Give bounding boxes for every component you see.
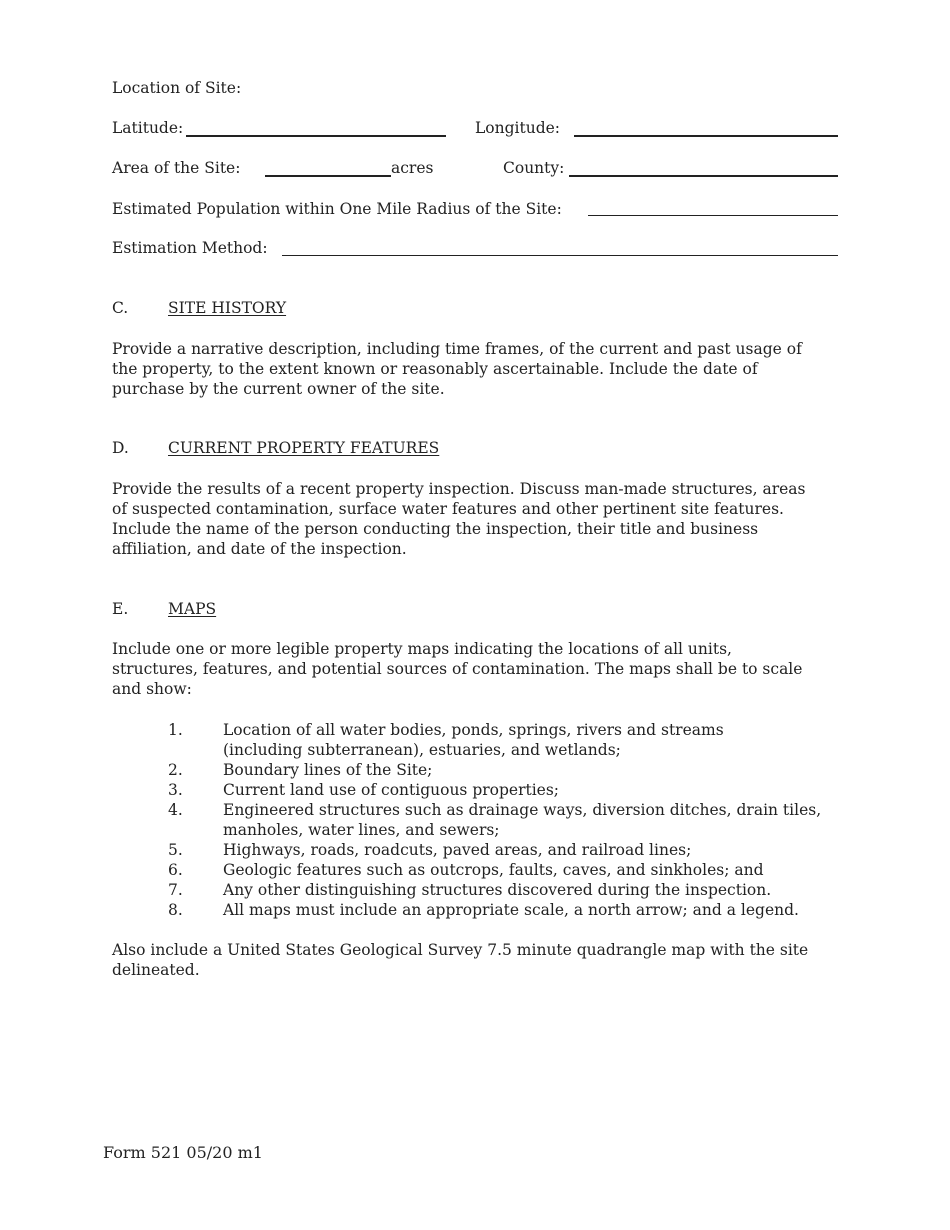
area-label: Area of the Site: (112, 159, 241, 177)
list-item-number: 2. (168, 761, 183, 779)
population-label: Estimated Population within One Mile Radius of the Site: (112, 200, 562, 218)
area-field[interactable] (265, 175, 391, 177)
section-d-text: Provide the results of a recent property inspection. Discuss man-made structures, areas of suspected contamination, surface water features and other pertinent site features. Include the name of the person conducting the inspection, their title and business affiliation, and date of the inspection. (112, 480, 806, 558)
section-c-text: Provide a narrative description, including time frames, of the current and past usage of the property, to the extent known or reasonably ascertainable. Include the date of purchase by the current owner of the site. (112, 340, 802, 398)
section-c-title: SITE HISTORY (168, 299, 287, 317)
list-item-text: Any other distinguishing structures discovered during the inspection. (223, 881, 772, 899)
longitude-field[interactable] (574, 135, 838, 137)
list-item (168, 900, 848, 920)
list-item (168, 760, 848, 780)
maps-requirements-list (168, 720, 848, 920)
county-field[interactable] (569, 175, 838, 177)
list-item-text: Boundary lines of the Site; (223, 761, 433, 779)
longitude-label: Longitude: (475, 119, 561, 137)
section-d-letter: D. (112, 439, 129, 457)
population-field[interactable] (588, 215, 838, 216)
form-number-footer: Form 521 05/20 m1 (103, 1143, 263, 1162)
section-d-title: CURRENT PROPERTY FEATURES (168, 439, 440, 457)
list-item (168, 720, 848, 760)
list-item-number: 4. (168, 801, 183, 819)
list-item-number: 8. (168, 901, 183, 919)
list-item-number: 7. (168, 881, 183, 899)
maps-closing-text: Also include a United States Geological Survey 7.5 minute quadrangle map with the site delineated. (112, 941, 809, 979)
list-item-text: Current land use of contiguous properties; (223, 781, 560, 799)
list-item (168, 780, 848, 800)
list-item-text: Highways, roads, roadcuts, paved areas, and railroad lines; (223, 841, 692, 859)
list-item (168, 880, 848, 900)
estimation-method-field[interactable] (282, 255, 838, 256)
latitude-label: Latitude: (112, 119, 184, 137)
list-item (168, 840, 848, 860)
area-unit: acres (391, 159, 434, 177)
list-item-text: Geologic features such as outcrops, faults, caves, and sinkholes; and (223, 861, 764, 879)
section-e-letter: E. (112, 600, 129, 618)
latitude-field[interactable] (186, 135, 446, 137)
list-item-text: All maps must include an appropriate scale, a north arrow; and a legend. (223, 901, 799, 919)
list-item-number: 3. (168, 781, 183, 799)
list-item-number: 5. (168, 841, 183, 859)
list-item-number: 1. (168, 721, 183, 739)
list-item (168, 800, 848, 840)
county-label: County: (503, 159, 565, 177)
list-item-text: Location of all water bodies, ponds, springs, rivers and streams (including subterranean), estuaries, and wetlands; (223, 721, 724, 759)
estimation-method-label: Estimation Method: (112, 239, 268, 257)
location-of-site-label: Location of Site: (112, 79, 242, 97)
section-e-text: Include one or more legible property maps indicating the locations of all units, structures, features, and potential sources of contamination. The maps shall be to scale and show: (112, 640, 803, 698)
list-item (168, 860, 848, 880)
list-item-text: Engineered structures such as drainage ways, diversion ditches, drain tiles, manholes, water lines, and sewers; (223, 801, 822, 839)
section-c-letter: C. (112, 299, 129, 317)
list-item-number: 6. (168, 861, 183, 879)
section-e-title: MAPS (168, 600, 217, 618)
